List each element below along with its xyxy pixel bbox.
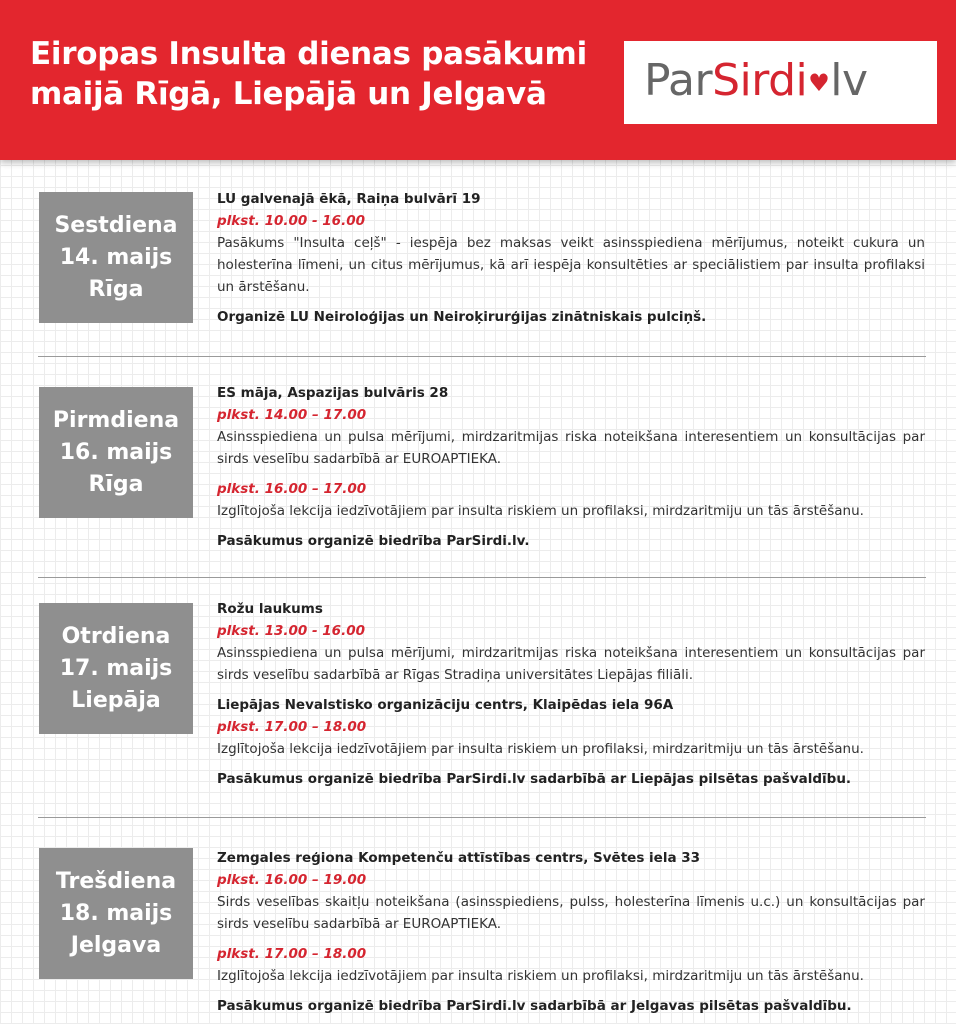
event-time: plkst. 16.00 – 19.00 bbox=[217, 872, 367, 888]
event-time: plkst. 13.00 - 16.00 bbox=[217, 623, 365, 639]
parsirdi-logo bbox=[624, 41, 937, 124]
day-date: 14. maijs bbox=[59, 244, 173, 270]
day-box-3 bbox=[39, 603, 193, 734]
event-organizer: Organizē LU Neiroloģijas un Neiroķirurģijas zinātniskais pulciņš. bbox=[217, 309, 707, 325]
day-box-1 bbox=[39, 192, 193, 323]
day-city: Jelgava bbox=[70, 932, 162, 958]
event-time: plkst. 17.00 – 18.00 bbox=[217, 946, 367, 962]
event-location: Rožu laukums bbox=[217, 601, 323, 617]
day-city: Liepāja bbox=[71, 687, 161, 713]
event-location: ES māja, Aspazijas bulvāris 28 bbox=[217, 385, 449, 401]
title-line-1: Eiropas Insulta dienas pasākumi bbox=[30, 36, 587, 72]
event-description: Asinsspiediena un pulsa mērījumi, mirdzaritmijas riska noteikšana interesentiem un konsultācijas par sirds veselību sadarbībā ar Rīgas Stradiņa universitātes Liepājas filiāli. bbox=[217, 645, 925, 683]
event-location: LU galvenajā ēkā, Raiņa bulvārī 19 bbox=[217, 191, 481, 207]
header-banner bbox=[0, 0, 956, 160]
event-time: plkst. 16.00 – 17.00 bbox=[217, 481, 367, 497]
event-description: Izglītojoša lekcija iedzīvotājiem par insulta riskiem un profilaksi, mirdzaritmiju un tās ārstēšanu. bbox=[217, 741, 864, 757]
event-content-1 bbox=[217, 188, 925, 328]
event-content-4 bbox=[217, 847, 925, 1017]
day-name: Sestdiena bbox=[54, 212, 178, 238]
divider bbox=[38, 356, 926, 357]
event-organizer: Pasākumus organizē biedrība ParSirdi.lv. bbox=[217, 533, 530, 549]
event-description: Asinsspiediena un pulsa mērījumi, mirdzaritmijas riska noteikšana interesentiem un konsultācijas par sirds veselību sadarbībā ar EUROAPTIEKA. bbox=[217, 429, 925, 467]
day-city: Rīga bbox=[88, 276, 144, 302]
event-location: Zemgales reģiona Kompetenču attīstības centrs, Svētes iela 33 bbox=[217, 850, 701, 866]
day-name: Otrdiena bbox=[61, 623, 171, 649]
event-location: Liepājas Nevalstisko organizāciju centrs, Klaipēdas iela 96A bbox=[217, 697, 674, 713]
divider bbox=[38, 577, 926, 578]
event-description: Sirds veselības skaitļu noteikšana (asinsspiediens, pulss, holesterīna līmenis u.c.) un konsultācijas par sirds veselību sadarbībā ar EUROAPTIEKA. bbox=[217, 894, 925, 932]
logo-text-sirdi: Sirdi bbox=[712, 55, 808, 106]
event-description: Izglītojoša lekcija iedzīvotājiem par insulta riskiem un profilaksi, mirdzaritmiju un tās ārstēšanu. bbox=[217, 503, 864, 519]
event-organizer: Pasākumus organizē biedrība ParSirdi.lv sadarbībā ar Jelgavas pilsētas pašvaldību. bbox=[217, 998, 852, 1014]
day-date: 17. maijs bbox=[59, 655, 173, 681]
heart-icon: ♥ bbox=[808, 69, 830, 97]
event-description: Izglītojoša lekcija iedzīvotājiem par insulta riskiem un profilaksi, mirdzaritmiju un tās ārstēšanu. bbox=[217, 968, 864, 984]
day-date: 18. maijs bbox=[59, 900, 173, 926]
day-date: 16. maijs bbox=[59, 439, 173, 465]
event-time: plkst. 17.00 – 18.00 bbox=[217, 719, 367, 735]
day-box-2 bbox=[39, 387, 193, 518]
title-line-2: maijā Rīgā, Liepājā un Jelgavā bbox=[30, 76, 547, 112]
event-description: Pasākums "Insulta ceļš" - iespēja bez maksas veikt asinsspiediena mērījumus, noteikt cukura un holesterīna līmeni, un citus mērījumus, kā arī iespēja konsultēties ar speciālistiem par insulta profilaksi un ārstēšanu. bbox=[217, 235, 925, 295]
day-name: Trešdiena bbox=[55, 868, 177, 894]
event-organizer: Pasākumus organizē biedrība ParSirdi.lv sadarbībā ar Liepājas pilsētas pašvaldību. bbox=[217, 771, 852, 787]
logo-text-lv: lv bbox=[830, 55, 868, 106]
event-time: plkst. 14.00 – 17.00 bbox=[217, 407, 367, 423]
day-box-4 bbox=[39, 848, 193, 979]
event-time: plkst. 10.00 - 16.00 bbox=[217, 213, 365, 229]
page-title bbox=[30, 34, 610, 114]
day-city: Rīga bbox=[88, 471, 144, 497]
divider bbox=[38, 817, 926, 818]
event-content-2 bbox=[217, 382, 925, 552]
day-name: Pirmdiena bbox=[52, 407, 180, 433]
logo-text-par: Par bbox=[644, 55, 713, 106]
event-content-3 bbox=[217, 598, 925, 790]
